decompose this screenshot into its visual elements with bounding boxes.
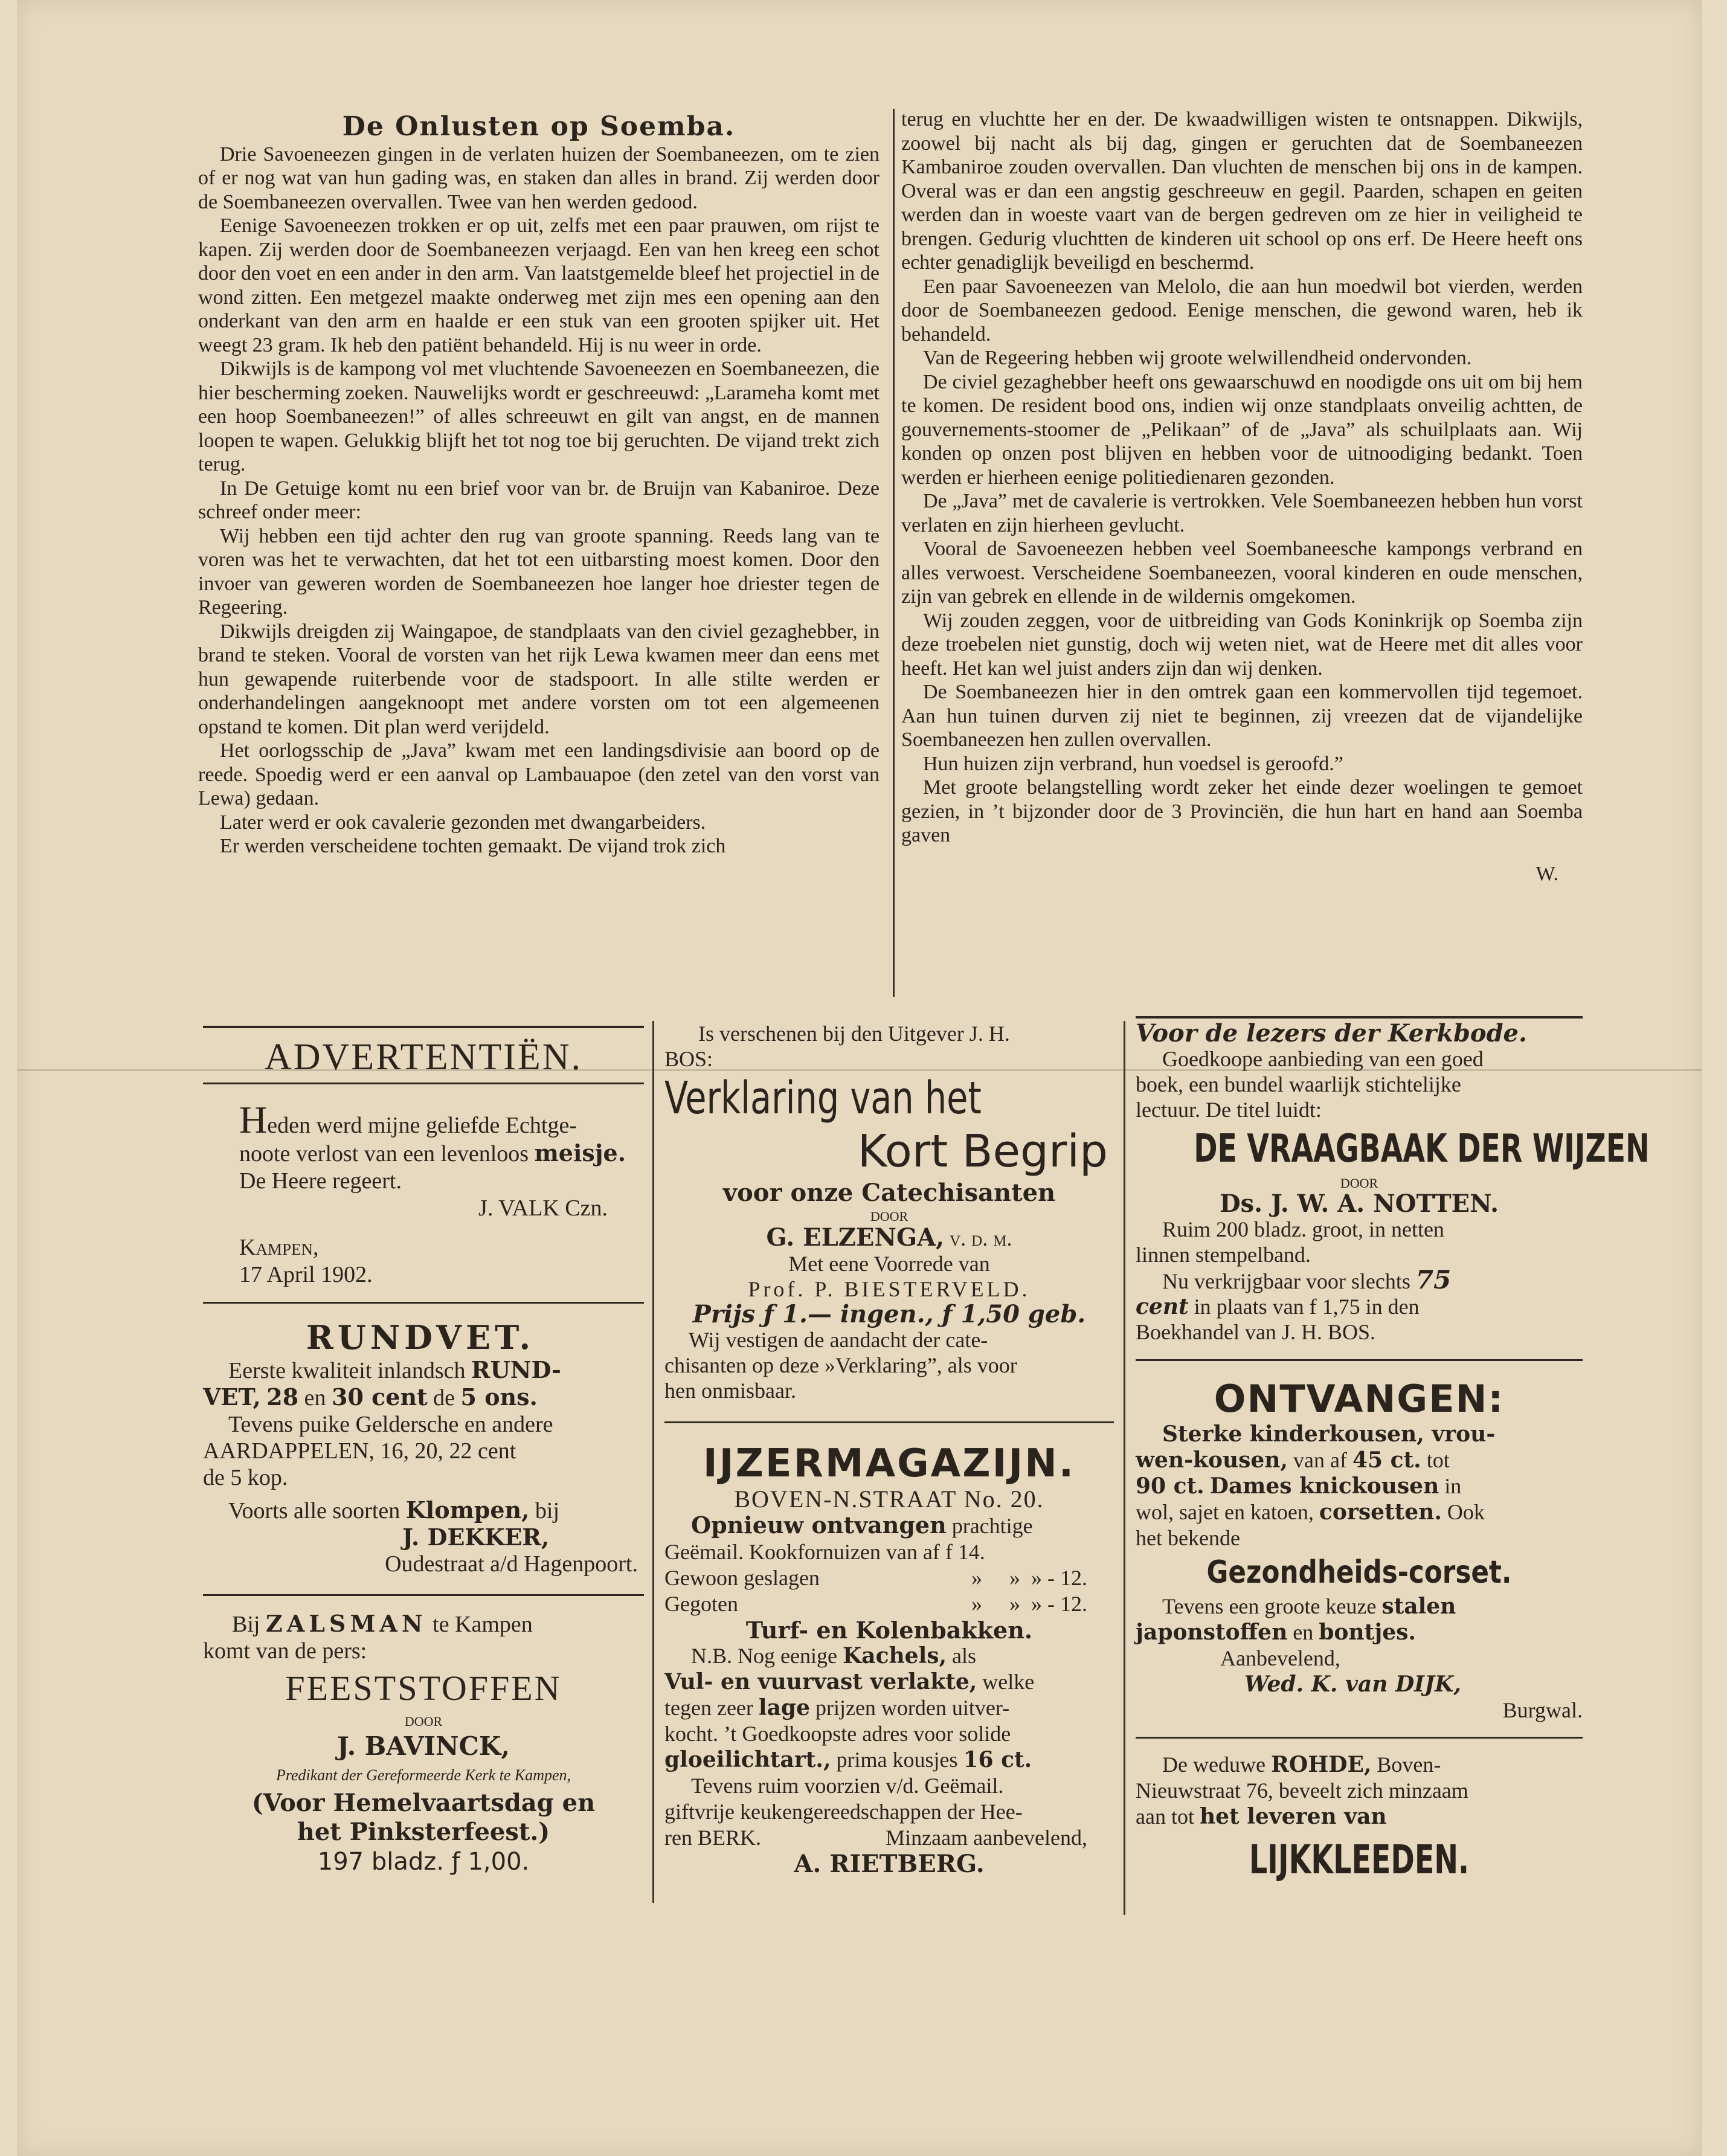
article-paragraph: De „Java” met de cavalerie is vertrokken. Vele Soembaneezen hebben hun vorst verlaten en zijn hierheen gevlucht. — [901, 490, 1583, 536]
article-paragraph: terug en vluchtte her en der. De kwaadwilligen wisten te ontsnappen. Dikwijls, zoowel bij nacht als bij dag, gingen er geruchten dat de Soembaneezen Kambaniroe zouden overvallen. Dan vluchten de menschen bij ons in de kampen. Overal was er dan een angstig geschreeuw en gegil. Paarden, schapen en geiten werden dan in woeste vaart van de bergen gedreven om ze hier in veiligheid te brengen. Gedurig vluchtten de kinderen uit school op ons erf. De Heere heeft ons echter genadiglijk beveiligd en beschermd. — [901, 108, 1583, 274]
verklaring-text-2: chisanten op deze »Verklaring”, als voor — [664, 1353, 1017, 1377]
article-left-column — [198, 111, 880, 858]
verklaring-title-2: Kort Begrip — [857, 1125, 1108, 1177]
ijzer-turf: Turf- en Kolenbakken. — [745, 1617, 1033, 1644]
verklaring-prof: Prof. P. BIESTERVELD. — [748, 1277, 1031, 1301]
article-paragraph: Wij zouden zeggen, voor de uitbreiding van Gods Koninkrijk op Soemba zijn deze troebelen niet gunstig, doch wij weten niet, wat de Heere met dit alles voor heeft. Het kan wel juist anders zijn dan wij denken. — [901, 609, 1583, 680]
zalsman-bij: Bij — [232, 1612, 260, 1637]
ads-left-column — [203, 1034, 644, 1877]
vraagbaak-line-4: Ruim 200 bladz. groot, in netten — [1162, 1217, 1444, 1241]
column-divider — [893, 109, 895, 997]
zalsman-name: ZALSMAN — [265, 1610, 427, 1637]
divider — [203, 1594, 644, 1596]
zalsman-place: te Kampen — [433, 1612, 533, 1637]
word-en: en — [304, 1385, 326, 1411]
article-paragraph: De civiel gezaghebber heeft ons gewaarschuwd en noodigde ons uit om bij hem te komen. De resident bood ons, indien wij onze standplaats onveilig achtten, de gouvernements-stoomer de „Pelikaan” of de „Java” als schuilplaats aan. Wij konden op onzen post blijven en hebben voor de uitnoodiging bedankt. Toen werden er hierheen eenige politiedienaren gezonden. — [901, 370, 1583, 489]
ijzer-tegen: tegen zeer — [664, 1696, 753, 1720]
verklaring-author-title: v. d. m. — [950, 1226, 1012, 1250]
ijzer-aanbevelend: Minzaam aanbevelend, — [886, 1826, 1087, 1850]
ontvangen-vrouwen: wen-kousen, — [1136, 1447, 1288, 1473]
ijzer-16ct: 16 ct. — [963, 1747, 1032, 1772]
vraagbaak-author: Ds. J. W. A. NOTTEN. — [1219, 1189, 1499, 1218]
birth-line-3: De Heere regeert. — [239, 1168, 402, 1194]
ijzer-vul: Vul- en vuurvast verlakte, — [664, 1669, 977, 1694]
word-de: de — [433, 1385, 455, 1411]
ontvangen-bontjes: bontjes. — [1319, 1620, 1416, 1645]
zalsman-price: 197 bladz. ƒ 1,00. — [317, 1848, 530, 1876]
article-paragraph: Dikwijls dreigden zij Waingapoe, de standplaats van den civiel gezaghebber, in brand te steken. Vooral de vorsten van het rijk Lewa kwamen meer dan eens met hun gewapende ruiterbende voor de stadspoort. In alle stilte werden er onderhandelingen aangeknoopt met andere vorsten om tot een algemeenen opstand te komen. Dit plan werd verijdeld. — [198, 620, 880, 738]
ontvangen-ad — [1136, 1377, 1583, 1723]
zalsman-author: J. BAVINCK, — [336, 1731, 510, 1761]
zalsman-door: DOOR — [404, 1714, 443, 1729]
ijzermagazijn-ad — [664, 1441, 1114, 1877]
ontvangen-tot: tot — [1426, 1448, 1450, 1472]
gezondheids-corset: Gezondheids-corset. — [1206, 1554, 1512, 1591]
birth-line-1: eden werd mijne geliefde Echtge- — [267, 1113, 577, 1138]
ijzermagazijn-address: BOVEN-N.STRAAT No. 20. — [734, 1485, 1044, 1513]
vraagbaak-line-3: lectuur. De titel luidt: — [1136, 1098, 1322, 1122]
verklaring-line-1: Is verschenen bij den Uitgever J. H. — [698, 1022, 1010, 1046]
article-paragraph: De Soembaneezen hier in den omtrek gaan een kommervollen tijd tegemoet. Aan hun tuinen durven zij niet te beginnen, zij vreezen dat de vijandelijke Soembaneezen hen zullen overvallen. — [901, 681, 1583, 751]
article-paragraph: Dikwijls is de kampong vol met vluchtende Savoeneezen en Soembaneezen, die hier bescherming zoeken. Nauwelijks wordt er geschreeuwd: „Larameha komt met een hoop Soembaneezen!” of alles schreeuwt en gilt van angst, en de mannen loopen te wapen. Gelukkig blijft het tot nog toe bij geruchten. De vijand trekt zich terug. — [198, 358, 880, 475]
ijzer-prijzen: prijzen worden uitver- — [815, 1696, 1010, 1720]
ontvangen-in: in — [1444, 1474, 1462, 1498]
ontvangen-tevens: Tevens een groote keuze — [1162, 1594, 1377, 1618]
vraagbaak-line-7: in plaats van f 1,75 in den — [1194, 1295, 1420, 1319]
ijzermagazijn-title: IJZERMAGAZIJN. — [703, 1441, 1076, 1486]
ads-top-rule — [203, 1026, 644, 1028]
birth-name: J. VALK Czn. — [478, 1195, 608, 1221]
ijzer-kousjes: prima kousjes — [836, 1748, 958, 1772]
rundvet-line-1: Eerste kwaliteit inlandsch — [228, 1358, 466, 1383]
ads-top-rule-right — [1136, 1016, 1583, 1018]
vraagbaak-ad — [1136, 1019, 1650, 1345]
verklaring-title-1: Verklaring van het — [664, 1072, 982, 1124]
ijzer-line-2: Geëmail. Kookfornuizen van af f 14. — [664, 1540, 985, 1564]
vraagbaak-cent: cent — [1136, 1294, 1189, 1319]
price-30: 30 cent — [332, 1383, 428, 1411]
birth-line-2: noote verlost van een levenloos — [239, 1141, 529, 1166]
ijzer-als: als — [952, 1644, 977, 1668]
verklaring-text-1: Wij vestigen de aandacht der cate- — [689, 1328, 988, 1352]
article-paragraph: Drie Savoeneezen gingen in de verlaten huizen der Soembaneezen, om te zien of er nog wat van hun gading was, en staken dan alles in brand. Zij werden door de Soembaneezen overvallen. Twee van hen werden gedood. — [198, 143, 880, 213]
rundvet-line-3: Tevens puike Geldersche en andere — [228, 1412, 553, 1437]
ontvangen-stalen: stalen — [1381, 1594, 1456, 1619]
article-paragraph: Het oorlogsschip de „Java” kwam met een landingsdivisie aan boord op de reede. Spoedig werd er een aanval op Lambauapoe (den zetel van den vorst van Lewa) gedaan. — [198, 739, 880, 809]
article-paragraph: Er werden verscheidene tochten gemaakt. De vijand trok zich — [220, 835, 726, 857]
word-bij: bij — [535, 1498, 560, 1524]
article-paragraph: In De Getuige komt nu een brief voor van br. de Bruijn van Kabaniroe. Deze schreef onder meer: — [198, 477, 880, 523]
lijkkleeden-title: LIJKKLEEDEN. — [1249, 1836, 1470, 1883]
rohde-ad — [1136, 1752, 1583, 1890]
ijzer-nb: N.B. Nog eenige — [691, 1644, 837, 1668]
vraagbaak-line-1: Goedkoope aanbieding van een goed — [1162, 1047, 1484, 1071]
vraagbaak-door: DOOR — [1340, 1176, 1378, 1191]
ijzer-merchant: A. RIETBERG. — [794, 1850, 985, 1878]
vraagbaak-line-2: boek, een bundel waarlijk stichtelijke — [1136, 1072, 1461, 1096]
birth-announcement: Heden werd mijne geliefde Echtge- noote verlost van een levenloos meisje. De Heere regeert. J. VALK Czn. Kampen, 17 April 1902. — [203, 1106, 644, 1289]
zalsman-line-2: komt van de pers: — [203, 1638, 367, 1664]
birth-date: 17 April 1902. — [239, 1262, 373, 1287]
ads-middle-column — [664, 1021, 1114, 1877]
klompen: Klompen, — [405, 1496, 530, 1524]
zalsman-sub-1: (Voor Hemelvaartsdag en — [251, 1789, 596, 1817]
ads-right-column — [1136, 1019, 1650, 1890]
article-paragraph: Van de Regeering hebben wij groote welwillendheid ondervonden. — [923, 347, 1472, 369]
article-paragraph: Vooral de Savoeneezen hebben veel Soembaneesche kampongs verbrand en alles verwoest. Verscheidene Soembaneezen, vooral kinderen en oude menschen, zijn van gebrek en ellende in de wildernis omgekomen. — [901, 538, 1583, 608]
ontvangen-aanbevelend: Aanbevelend, — [1220, 1646, 1340, 1670]
ijzer-line-n4: kocht. ’t Goedkoopste adres voor solide — [664, 1722, 1011, 1746]
ontvangen-japonstoffen: japonstoffen — [1136, 1620, 1288, 1645]
ijzer-welke: welke — [982, 1670, 1035, 1694]
ads-header-rule — [203, 1083, 644, 1084]
rundvet-product-2: VET, — [203, 1383, 261, 1411]
weight-5-ons: 5 ons. — [460, 1383, 538, 1411]
ijzer-line-4b: » » » - 12. — [971, 1592, 1087, 1616]
rundvet-address: Oudestraat a/d Hagenpoort. — [385, 1551, 638, 1577]
zalsman-ad — [203, 1611, 644, 1877]
ijzer-kachels: Kachels, — [842, 1643, 947, 1668]
article-paragraph: Hun huizen zijn verbrand, hun voedsel is geroofd.” — [923, 752, 1343, 775]
rohde-name: ROHDE, — [1270, 1752, 1372, 1777]
rohde-boven: Boven- — [1377, 1752, 1441, 1777]
article-paragraph: Met groote belangstelling wordt zeker het einde dezer woelingen te gemoet gezien, in ’t bijzonder door de 3 Provinciën, die hun hart en hand aan Soemba gaven — [901, 776, 1583, 846]
vraagbaak-header: Voor de lezers der Kerkbode. — [1136, 1019, 1527, 1047]
rundvet-line-6: Voorts alle soorten — [228, 1498, 400, 1524]
ijzer-line-n6: Tevens ruim voorzien v/d. Geëmail. — [691, 1774, 1004, 1798]
zalsman-sub-2: het Pinksterfeest.) — [297, 1818, 550, 1846]
ijzer-opnieuw: Opnieuw ontvangen — [691, 1511, 947, 1539]
rundvet-merchant: J. DEKKER, — [402, 1524, 550, 1551]
article-title: De Onlusten op Soemba. — [342, 111, 736, 142]
rundvet-product: RUND- — [471, 1356, 561, 1383]
article-signature: W. — [1536, 862, 1558, 885]
ijzer-lage: lage — [758, 1695, 810, 1720]
rohde-aan-tot: aan tot — [1136, 1804, 1194, 1829]
verklaring-line-2: BOS: — [664, 1047, 713, 1071]
price-28: 28 — [266, 1383, 299, 1411]
ijzer-line-3a: Gewoon geslagen — [664, 1566, 820, 1590]
article-right-column — [901, 108, 1583, 886]
rundvet-line-5: de 5 kop. — [203, 1465, 288, 1490]
article-paragraph: Een paar Savoeneezen van Melolo, die aan hun moedwil bot vierden, werden door de Soembaneezen gedood. Eenige menschen, die gewond waren, heb ik behandeld. — [901, 275, 1583, 346]
ontvangen-45ct: 45 ct. — [1352, 1447, 1421, 1473]
verklaring-author: G. ELZENGA, — [766, 1223, 945, 1252]
ontvangen-vanaf: van af — [1293, 1448, 1347, 1472]
divider — [1136, 1359, 1583, 1361]
zalsman-author-desc: Predikant der Gereformeerde Kerk te Kampen, — [275, 1766, 571, 1784]
vraagbaak-price: 75 — [1415, 1265, 1452, 1295]
rundvet-title: RUNDVET. — [306, 1318, 535, 1357]
ijzer-berk: ren BERK. — [664, 1826, 761, 1850]
ijzer-prachtige: prachtige — [951, 1514, 1033, 1538]
divider — [1136, 1737, 1583, 1739]
ontvangen-wol: wol, sajet en katoen, — [1136, 1500, 1314, 1524]
vraagbaak-line-6: Nu verkrijgbaar voor slechts — [1162, 1269, 1410, 1293]
ads-divider-left — [652, 1021, 654, 1903]
verklaring-text-3: hen onmisbaar. — [664, 1379, 796, 1403]
ads-divider-right — [1124, 1021, 1125, 1915]
ontvangen-place: Burgwal. — [1502, 1698, 1583, 1722]
verklaring-price: Prijs ƒ 1.— ingen., ƒ 1,50 geb. — [692, 1300, 1086, 1328]
ontvangen-ook: Ook — [1447, 1500, 1485, 1524]
ontvangen-merchant: Wed. K. van DIJK, — [1244, 1672, 1461, 1697]
article-paragraph: Later werd er ook cavalerie gezonden met dwangarbeiders. — [220, 811, 706, 834]
article-paragraph: Wij hebben een tijd achter den rug van groote spanning. Reeds lang van te voren was het te verwachten, dat het tot een uitbarsting moest komen. Door den invoer van geweren worden de Soembaneezen hoe langer hoe driester tegen de Regeering. — [198, 524, 880, 619]
verklaring-foreword: Met eene Voorrede van — [788, 1252, 990, 1276]
ontvangen-90ct: 90 ct. — [1136, 1473, 1204, 1499]
ijzer-gloeilicht: gloeilichtart., — [664, 1747, 831, 1772]
vraagbaak-line-8: Boekhandel van J. H. BOS. — [1136, 1320, 1375, 1344]
article-right-paragraphs — [901, 108, 1583, 848]
verklaring-door: DOOR — [870, 1209, 909, 1224]
rohde-line-2: Nieuwstraat 76, beveelt zich minzaam — [1136, 1778, 1468, 1803]
verklaring-ad — [664, 1021, 1114, 1403]
rohde-leveren: het leveren van — [1199, 1804, 1387, 1829]
vraagbaak-line-5: linnen stempelband. — [1136, 1243, 1311, 1267]
article-left-paragraphs — [198, 143, 880, 858]
verklaring-sub: voor onze Catechisanten — [722, 1179, 1056, 1207]
rundvet-ad — [203, 1318, 644, 1577]
ontvangen-dames: Dames knickousen — [1209, 1473, 1439, 1499]
ontvangen-en: en — [1293, 1620, 1314, 1644]
rohde-weduwe: De weduwe — [1162, 1752, 1266, 1777]
ontvangen-corsetten: corsetten. — [1319, 1499, 1442, 1525]
ontvangen-line-1: Sterke kinderkousen, vrou- — [1162, 1421, 1496, 1447]
rundvet-line-4: AARDAPPELEN, 16, 20, 22 cent — [203, 1438, 516, 1464]
article-paragraph: Eenige Savoeneezen trokken er op uit, zelfs met een paar prauwen, om rijst te kapen. Zij werden door de Soembaneezen verjaagd. Een van hen kreeg een schot door den voet en een ander in den arm. Van laatstgemelde bleef het projectiel in de wond zitten. Een metgezel maakte onderweg met zijn mes een opening aan den onderkant van den arm en haalde er een stuk van een grooten spijker uit. Het weegt 23 gram. Ik heb den patiënt behandeld. Hij is nu weer in orde. — [198, 214, 880, 356]
divider — [664, 1421, 1114, 1423]
birth-place: Kampen, — [239, 1235, 319, 1260]
ijzer-line-n7: giftvrije keukengereedschappen der Hee- — [664, 1800, 1023, 1824]
divider — [203, 1302, 644, 1304]
ontvangen-line-5: het bekende — [1136, 1526, 1240, 1550]
ontvangen-title: ONTVANGEN: — [1214, 1377, 1505, 1421]
feeststoffen-title: FEESTSTOFFEN — [285, 1668, 562, 1708]
ijzer-line-3b: » » » - 12. — [971, 1566, 1087, 1590]
birth-gender: meisje. — [534, 1139, 626, 1166]
ijzer-line-4a: Gegoten — [664, 1592, 738, 1616]
ads-header: ADVERTENTIËN. — [264, 1037, 582, 1078]
vraagbaak-title: DE VRAAGBAAK DER WIJZEN — [1194, 1127, 1650, 1171]
